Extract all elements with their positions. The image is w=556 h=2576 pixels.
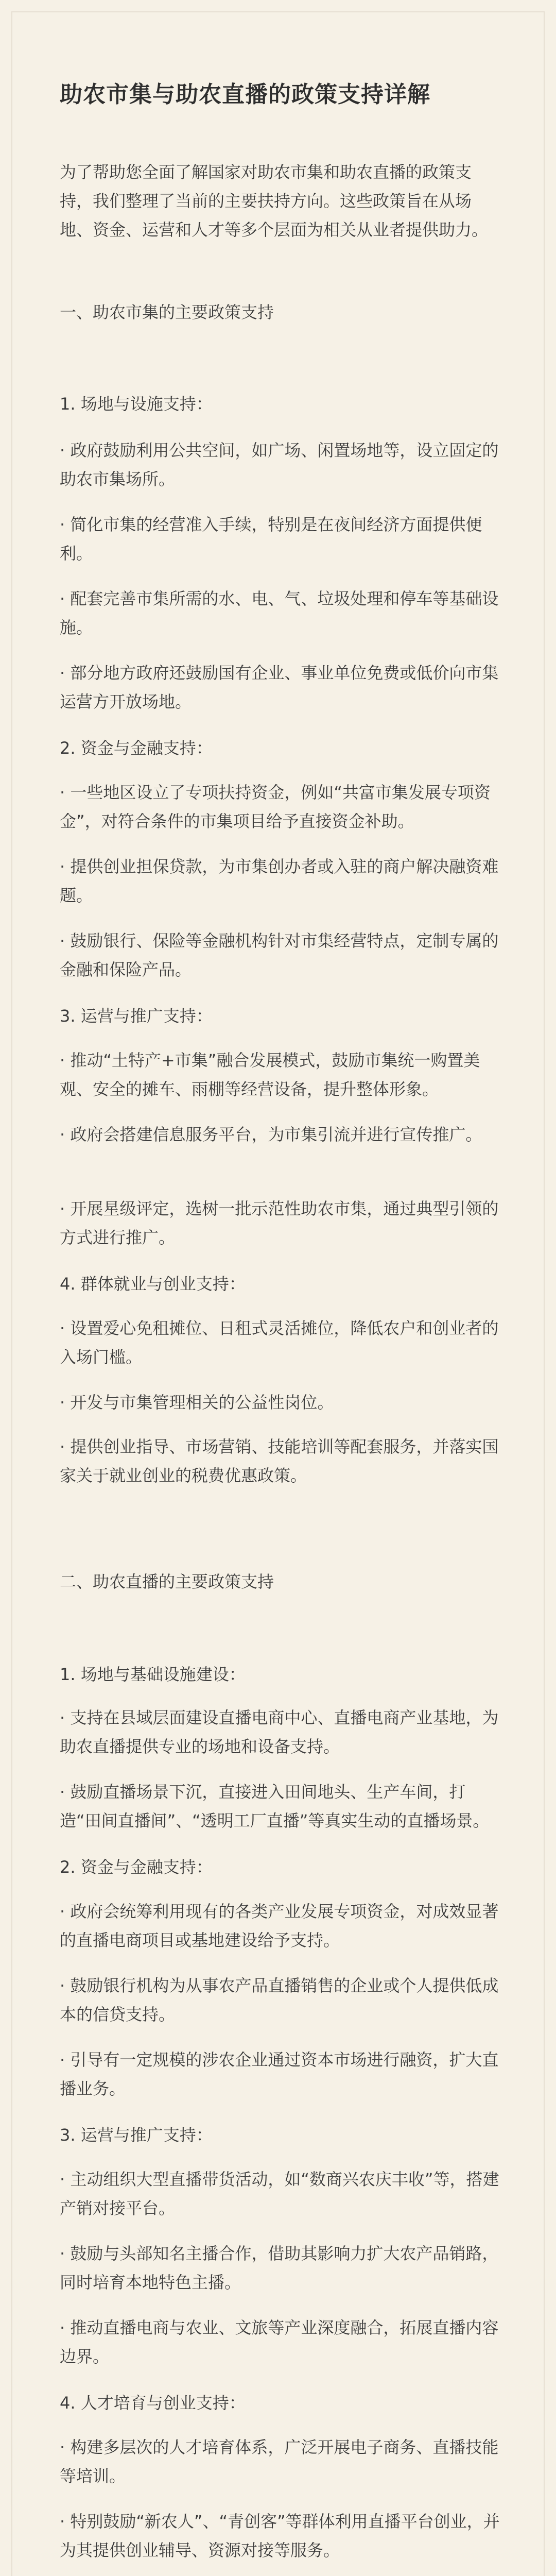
list-item: · 特别鼓励“新农人”、“青创客”等群体利用直播平台创业，并为其提供创业辅导、资源对接等服务。: [60, 2512, 500, 2560]
list-item: · 主动组织大型直播带货活动，如“数商兴农庆丰收”等，搭建产销对接平台。: [60, 2170, 499, 2218]
list-item: · 鼓励银行、保险等金融机构针对市集经营特点，定制专属的金融和保险产品。: [60, 931, 499, 979]
subsection-heading: 1. 场地与基础设施建设：: [60, 1665, 246, 1684]
list-item: · 配套完善市集所需的水、电、气、垃圾处理和停车等基础设施。: [60, 589, 499, 637]
list-item: · 提供创业指导、市场营销、技能培训等配套服务，并落实国家关于就业创业的税费优惠政策。: [60, 1437, 499, 1485]
list-item: · 政府会统筹利用现有的各类产业发展专项资金，对成效显著的直播电商项目或基地建设给予支持。: [60, 1902, 499, 1950]
list-item: · 提供创业担保贷款，为市集创办者或入驻的商户解决融资难题。: [60, 857, 499, 905]
list-item: · 政府会搭建信息服务平台，为市集引流并进行宣传推广。: [60, 1125, 482, 1144]
list-item: · 部分地方政府还鼓励国有企业、事业单位免费或低价向市集运营方开放场地。: [60, 663, 499, 711]
section-heading: 一、助农市集的主要政策支持: [60, 302, 274, 322]
page-title: 助农市集与助农直播的政策支持详解: [60, 81, 430, 108]
list-item: · 鼓励银行机构为从事农产品直播销售的企业或个人提供低成本的信贷支持。: [60, 1976, 499, 2024]
subsection-heading: 4. 群体就业与创业支持：: [60, 1274, 246, 1294]
list-item: · 支持在县域层面建设直播电商中心、直播电商产业基地，为助农直播提供专业的场地和设备支持。: [60, 1708, 499, 1756]
list-item: · 开展星级评定，选树一批示范性助农市集，通过典型引领的方式进行推广。: [60, 1199, 499, 1247]
list-item: · 构建多层次的人才培育体系，广泛开展电子商务、直播技能等培训。: [60, 2437, 499, 2486]
list-item: · 鼓励直播场景下沉，直接进入田间地头、生产车间，打造“田间直播间”、“透明工厂直播”等真实生动的直播场景。: [60, 1782, 490, 1831]
list-item: · 一些地区设立了专项扶持资金，例如“共富市集发展专项资金”，对符合条件的市集项目给予直接资金补助。: [60, 783, 491, 831]
subsection-heading: 4. 人才培育与创业支持：: [60, 2393, 246, 2413]
list-item: · 推动直播电商与农业、文旅等产业深度融合，拓展直播内容边界。: [60, 2318, 499, 2366]
section-heading: 二、助农直播的主要政策支持: [60, 1572, 274, 1591]
list-item: · 鼓励与头部知名主播合作，借助其影响力扩大农产品销路，同时培育本地特色主播。: [60, 2244, 499, 2292]
subsection-heading: 3. 运营与推广支持：: [60, 2125, 213, 2145]
subsection-heading: 2. 资金与金融支持：: [60, 1857, 213, 1877]
intro-paragraph: 为了帮助您全面了解国家对助农市集和助农直播的政策支持，我们整理了当前的主要扶持方向。这些政策旨在从场地、资金、运营和人才等多个层面为相关从业者提供助力。: [60, 162, 489, 240]
list-item: · 设置爱心免租摊位、日租式灵活摊位，降低农户和创业者的入场门槛。: [60, 1318, 499, 1367]
list-item: · 引导有一定规模的涉农企业通过资本市场进行融资，扩大直播业务。: [60, 2050, 499, 2098]
subsection-heading: 1. 场地与设施支持：: [60, 394, 213, 414]
list-item: · 简化市集的经营准入手续，特别是在夜间经济方面提供便利。: [60, 515, 482, 563]
subsection-heading: 2. 资金与金融支持：: [60, 738, 213, 758]
list-item: · 政府鼓励利用公共空间，如广场、闲置场地等，设立固定的助农市集场所。: [60, 440, 499, 489]
subsection-heading: 3. 运营与推广支持：: [60, 1006, 213, 1026]
list-item: · 开发与市集管理相关的公益性岗位。: [60, 1393, 334, 1412]
list-item: · 推动“土特产+市集”融合发展模式，鼓励市集统一购置美观、安全的摊车、雨棚等经营设备，提升整体形象。: [60, 1050, 480, 1099]
